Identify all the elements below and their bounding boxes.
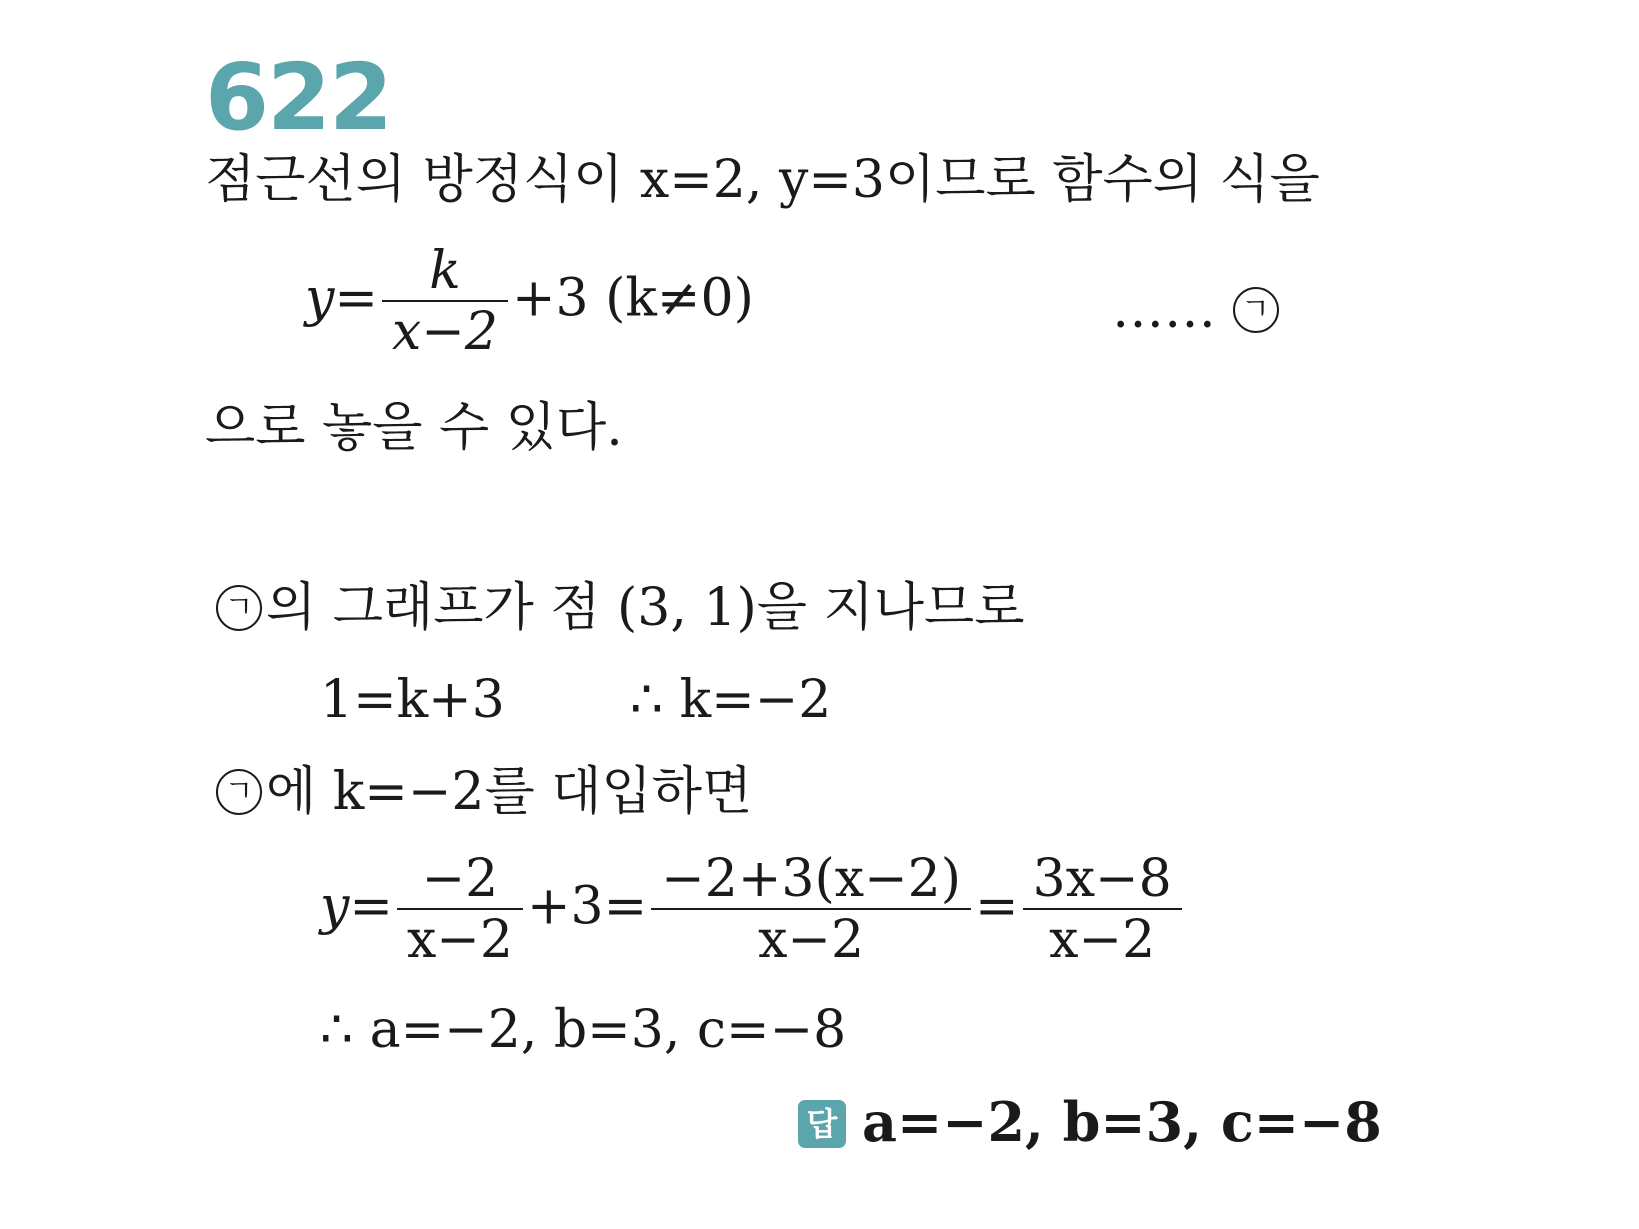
equation-2 [320, 850, 1186, 970]
step2-text: 에 k=−2를 대입하면 [266, 762, 753, 822]
eq2-fraction-2 [651, 850, 971, 970]
eq2-equals: = [975, 876, 1019, 937]
step1-equation: 1=k+3 [320, 670, 505, 730]
eq2-frac2-denominator: x−2 [758, 910, 865, 970]
step-2-line [216, 762, 752, 822]
eq1-numerator: k [382, 242, 508, 302]
equation-1 [305, 242, 754, 362]
circled-giyeok-icon: ㄱ [216, 585, 262, 631]
problem-number: 622 [205, 44, 392, 151]
eq2-frac3-denominator: x−2 [1049, 910, 1156, 970]
eq2-fraction-3 [1023, 850, 1182, 970]
eq1-leader: …… [1112, 280, 1216, 340]
eq2-frac2-numerator: −2+3(x−2) [651, 850, 971, 910]
intro-tail: 으로 놓을 수 있다. [205, 398, 623, 458]
eq2-frac3-numerator: 3x−8 [1023, 850, 1182, 910]
equation-1-label [1112, 280, 1283, 340]
circled-giyeok-icon: ㄱ [216, 769, 262, 815]
step1-text: 의 그래프가 점 (3, 1)을 지나므로 [266, 578, 1025, 638]
eq2-frac1-denominator: x−2 [406, 910, 513, 970]
step1-result: ∴ k=−2 [630, 670, 832, 730]
eq1-rest: +3 (k≠0) [511, 268, 754, 329]
conclusion: ∴ a=−2, b=3, c=−8 [320, 1000, 847, 1060]
eq1-fraction [382, 242, 508, 362]
intro-text: 점근선의 방정식이 x=2, y=3이므로 함수의 식을 [205, 150, 1320, 210]
eq2-frac1-numerator: −2 [397, 850, 523, 910]
answer-line [798, 1092, 1382, 1154]
eq1-denominator: x−2 [391, 302, 498, 362]
circled-giyeok-icon: ㄱ [1233, 287, 1279, 333]
eq2-fraction-1 [397, 850, 523, 970]
step-1-line [216, 578, 1024, 638]
eq2-lhs: y= [320, 876, 393, 937]
eq2-mid: +3= [526, 876, 648, 937]
eq1-lhs: y= [305, 268, 378, 329]
answer-badge: 답 [798, 1100, 846, 1148]
answer-text: a=−2, b=3, c=−8 [862, 1090, 1382, 1154]
